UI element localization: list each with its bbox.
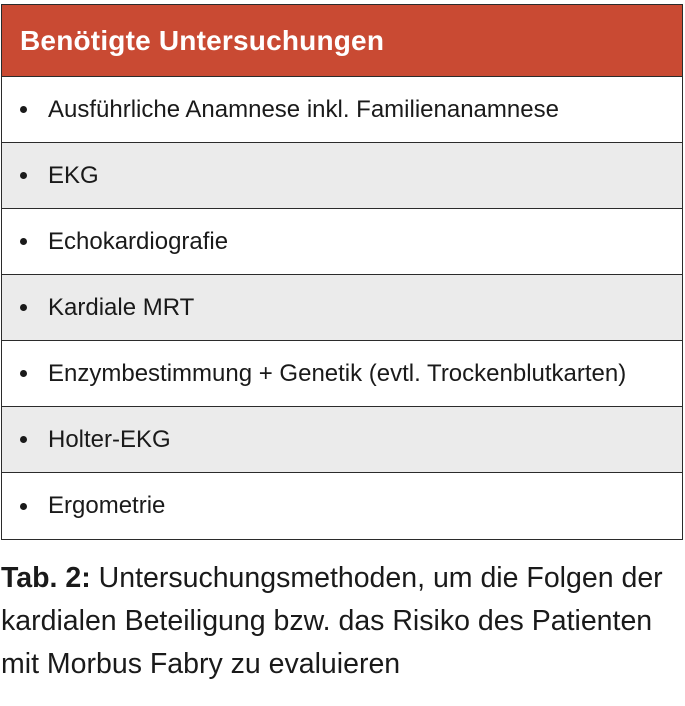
bullet-icon: [20, 304, 27, 311]
caption-text: Untersuchungsmethoden, um die Folgen der kardialen Beteiligung bzw. das Risiko des Patienten mit Morbus Fabry zu evaluieren: [1, 562, 663, 680]
table-row: [2, 473, 682, 539]
row-label: Enzymbestimmung + Genetik (evtl. Trockenblutkarten): [48, 359, 627, 387]
table-row: [2, 77, 682, 143]
table-row: [2, 407, 682, 473]
row-label: Kardiale MRT: [48, 293, 195, 321]
row-label: Echokardiografie: [48, 227, 229, 255]
examinations-table: [1, 4, 683, 540]
bullet-icon: [20, 370, 27, 377]
table-row: [2, 275, 682, 341]
bullet-icon: [20, 238, 27, 245]
table-row: [2, 341, 682, 407]
row-label: Holter-EKG: [48, 425, 171, 453]
bullet-icon: [20, 503, 27, 510]
table-row: [2, 143, 682, 209]
table-caption: [1, 557, 685, 686]
bullet-icon: [20, 172, 27, 179]
table-header: Benötigte Untersuchungen: [2, 5, 682, 77]
bullet-icon: [20, 436, 27, 443]
row-label: EKG: [48, 161, 99, 189]
caption-label: Tab. 2:: [1, 562, 91, 594]
row-label: Ausführliche Anamnese inkl. Familienanamnese: [48, 95, 559, 123]
row-label: Ergometrie: [48, 492, 166, 519]
table-row: [2, 209, 682, 275]
bullet-icon: [20, 106, 27, 113]
